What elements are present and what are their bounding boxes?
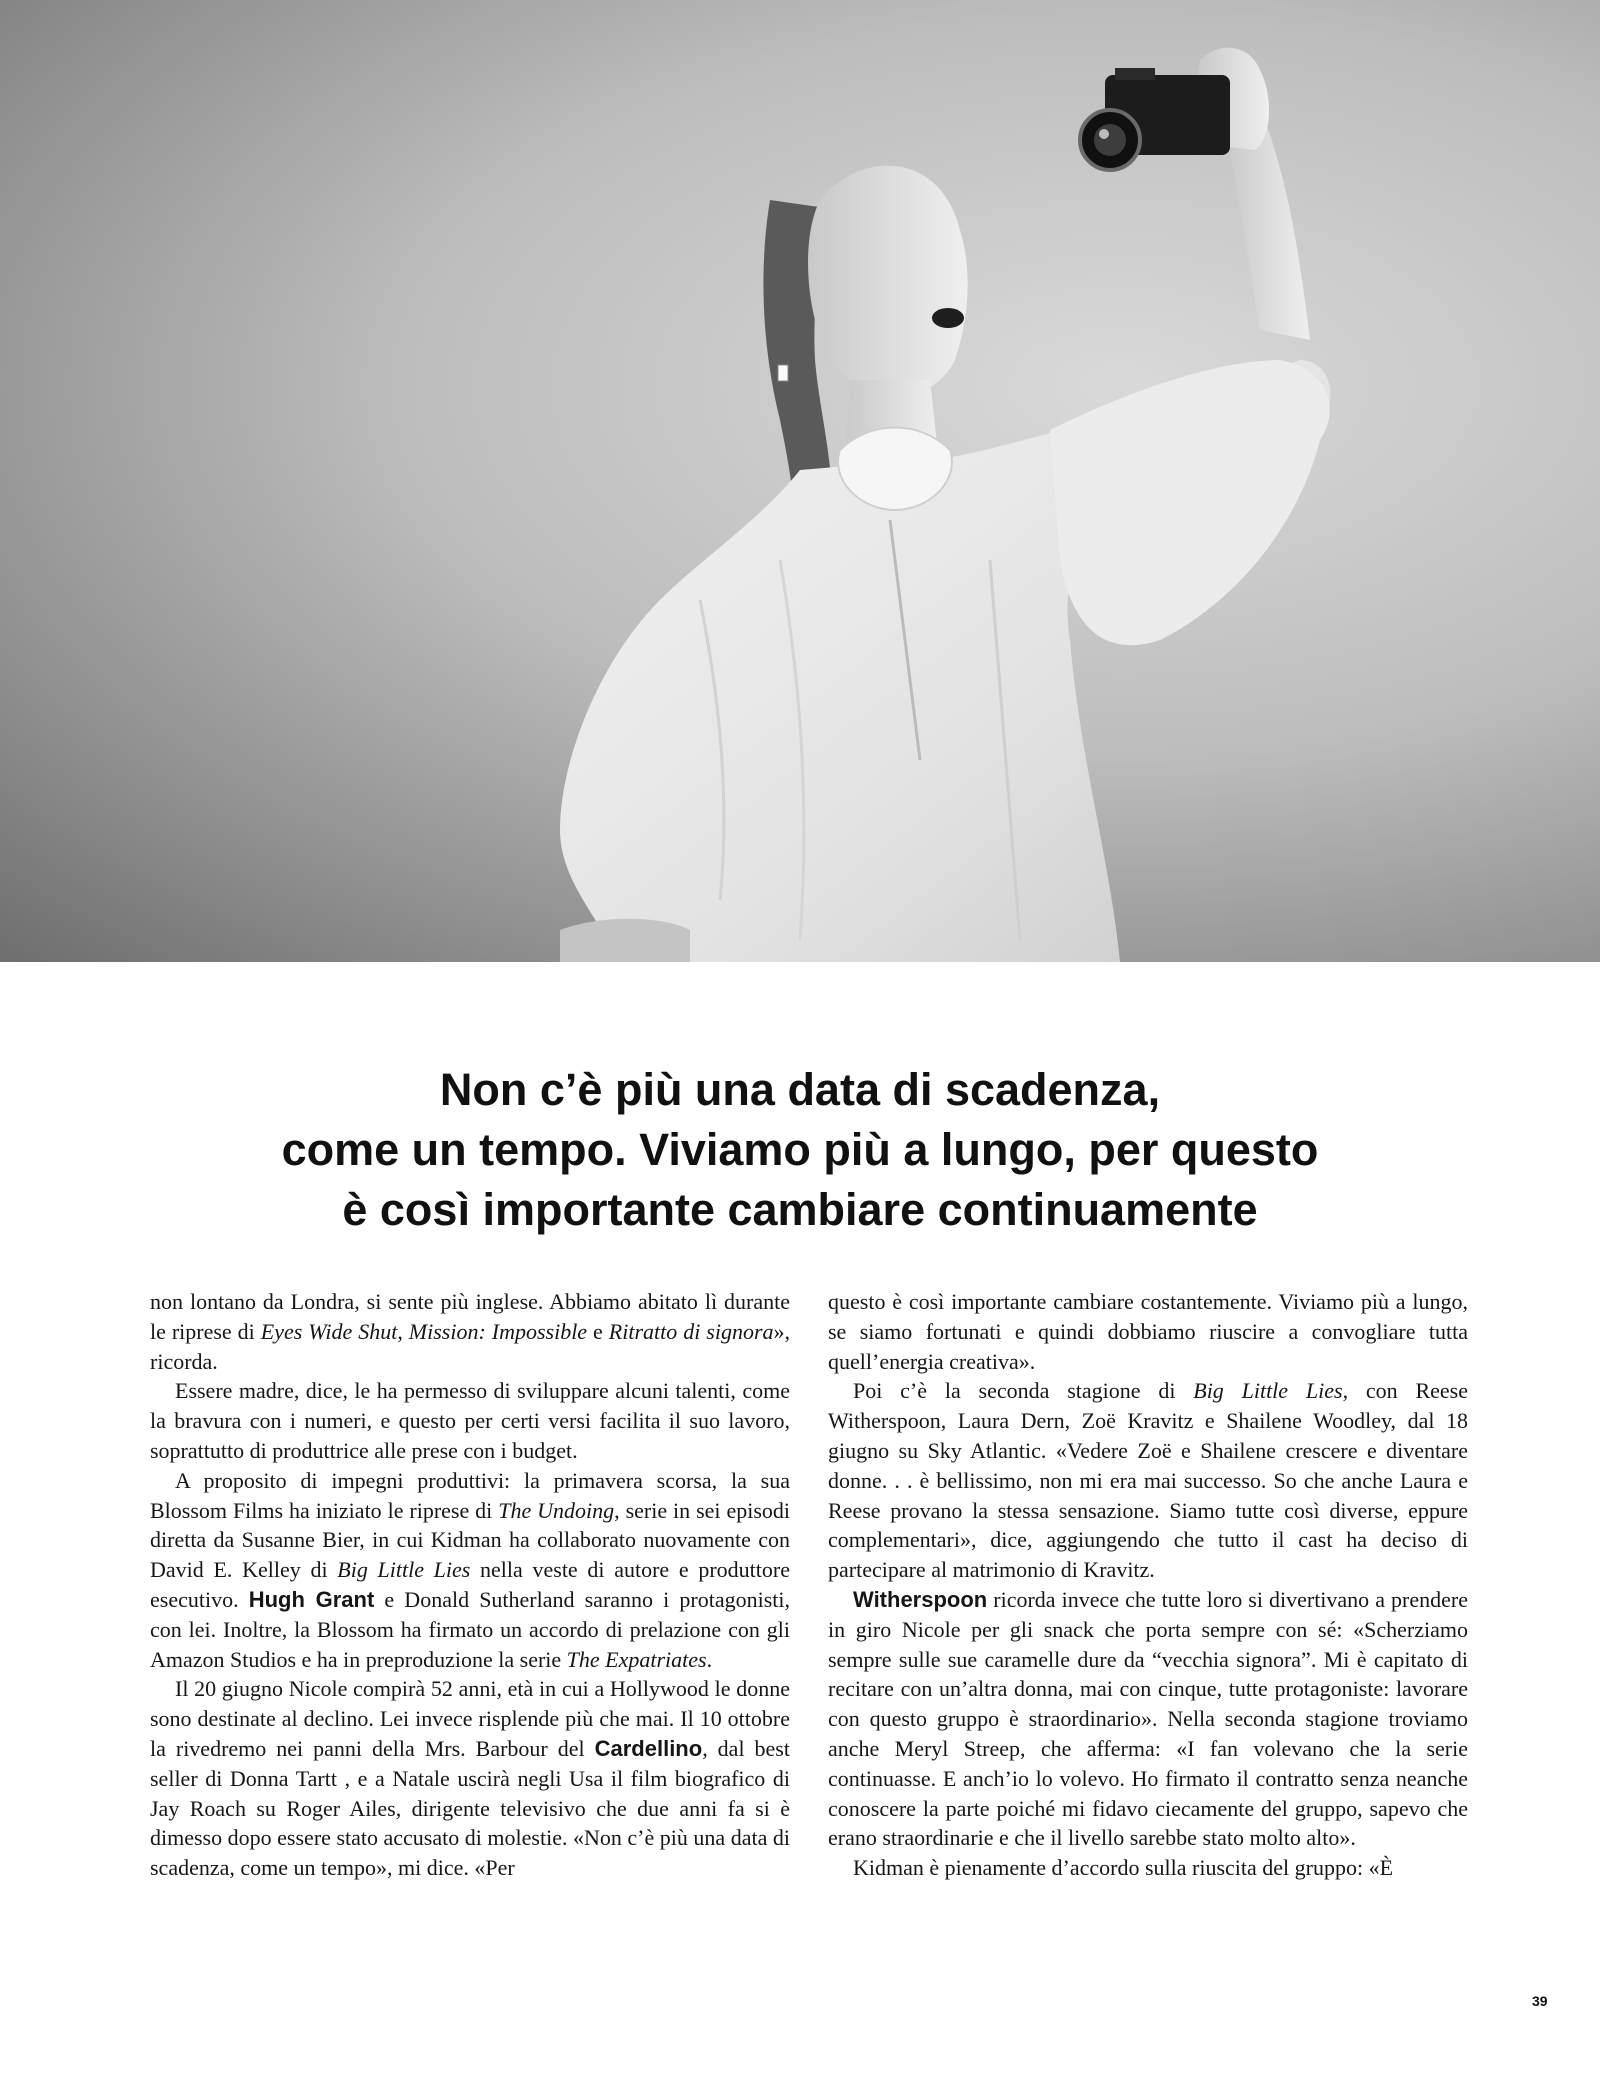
highlighted-title: Cardellino — [594, 1735, 703, 1761]
paragraph — [828, 1376, 1468, 1585]
series-title: Big Little Lies — [1193, 1378, 1343, 1404]
text-run: », ricorda. — [150, 1318, 791, 1374]
article-column-right — [828, 1287, 1468, 1883]
camera-shape — [1080, 68, 1230, 170]
hip-hand-shape — [560, 919, 690, 962]
pull-quote-line-2: come un tempo. Viviamo più a lungo, per questo — [281, 1124, 1319, 1175]
article-column-left — [150, 1287, 790, 1883]
paragraph — [150, 1287, 790, 1376]
text-run: nella veste di autore e produttore esecutivo. — [150, 1557, 790, 1612]
paragraph — [150, 1674, 790, 1883]
head-shape — [808, 166, 968, 397]
highlighted-name: Witherspoon — [853, 1586, 988, 1612]
pull-quote — [100, 1060, 1500, 1240]
text-run: , serie in sei episodi diretta da Susanne Bier, in cui Kidman ha collaborato nuovamente con David E. Kelley di — [150, 1497, 791, 1583]
series-title: The Undoing — [498, 1497, 615, 1523]
earring-shape — [778, 365, 788, 381]
photo-illustration — [0, 0, 1600, 962]
paragraph: questo è così importante cambiare costantemente. Viviamo più a lungo, se siamo fortunati e quindi dobbiamo riuscire a convogliare tutta quell’energia creativa». — [828, 1289, 1468, 1374]
text-run: ricorda invece che tutte loro si divertivano a prendere in giro Nicole per gli snack che porta sempre con sé: «Scherziamo sempre sulle sue caramelle dure da “vecchia signora”. Mi è capitato di recitare con un’altra donna, mai con cinque, tutte protagoniste: lavorare con questo gruppo è straordinario». Nella seconda stagione troviamo anche Meryl Streep, che afferma: «I fan volevano che la serie continuasse. E anch’io lo volevo. Ho firmato il contratto senza neanche conoscere la parte poiché mi fidavo ciecamente del gruppo, sapevo che erano straordinarie e che il livello sarebbe stato molto alto». — [828, 1586, 1468, 1851]
paragraph — [828, 1585, 1468, 1853]
text-run: Il 20 giugno Nicole compirà 52 anni, età in cui a Hollywood le donne sono destinate al declino. Lei invece risplende più che mai. Il 10 ottobre la rivedremo nei panni della Mrs. Barbour del — [150, 1676, 790, 1761]
highlighted-name: Hugh Grant — [248, 1586, 375, 1612]
text-run: e Donald Sutherland saranno i protagonisti, con lei. Inoltre, la Blossom ha firmato un accordo di prelazione con gli Amazon Studios e ha in preproduzione la serie — [150, 1586, 790, 1672]
pull-quote-line-1: Non c’è più una data di scadenza, — [439, 1064, 1161, 1115]
text-run: non lontano da Londra, si sente più inglese. Abbiamo abitato lì durante le riprese di — [150, 1289, 790, 1344]
hero-photo — [0, 0, 1600, 962]
film-title: Mission: Impossible — [408, 1318, 588, 1344]
film-title: Ritratto di signora — [608, 1318, 774, 1344]
sleeve-shape — [1050, 360, 1330, 645]
series-title: The Expatriates — [566, 1646, 707, 1672]
text-run: . — [706, 1646, 713, 1672]
text-run: , con Reese Witherspoon, Laura Dern, Zoë Kravitz e Shailene Woodley, dal 18 giugno su Sky Atlantic. «Vedere Zoë e Shailene crescere e diventare donne. . . è bellissimo, non mi era mai successo. So che anche Laura e Reese provano la stessa sensazione. Siamo tutte così diverse, eppure complementari», dice, aggiungendo che tutto il cast ha deciso di partecipare al matrimonio di Kravitz. — [828, 1378, 1468, 1583]
series-title: Big Little Lies — [337, 1557, 471, 1583]
film-title: Eyes Wide Shut — [260, 1318, 398, 1344]
paragraph: Essere madre, dice, le ha permesso di sviluppare alcuni talenti, come la bravura con i numeri, e questo per certi versi facilita il suo lavoro, soprattutto di produttrice alle prese con i budget. — [150, 1378, 790, 1463]
text-run: A proposito di impegni produttivi: la primavera scorsa, la sua Blossom Films ha iniziato le riprese di — [150, 1467, 790, 1523]
text-run: , dal best seller di Donna Tartt , e a Natale uscirà negli Usa il film biografico di Jay Roach su Roger Ailes, dirigente televisivo che due anni fa si è dimesso dopo essere stato accusato di molestie. «Non c’è più una data di scadenza, come un tempo», mi dice. «Per — [150, 1735, 790, 1881]
text-run: e — [587, 1318, 609, 1344]
paragraph — [150, 1466, 790, 1675]
forearm-shape — [1225, 120, 1310, 340]
paragraph: Kidman è pienamente d’accordo sulla riuscita del gruppo: «È — [853, 1855, 1394, 1881]
pull-quote-line-3: è così importante cambiare continuamente — [342, 1184, 1258, 1235]
text-run: Poi c’è la seconda stagione di — [853, 1378, 1194, 1404]
text-run: , — [397, 1318, 409, 1344]
page-number: 39 — [1532, 1993, 1548, 2009]
lips-shape — [932, 308, 964, 328]
